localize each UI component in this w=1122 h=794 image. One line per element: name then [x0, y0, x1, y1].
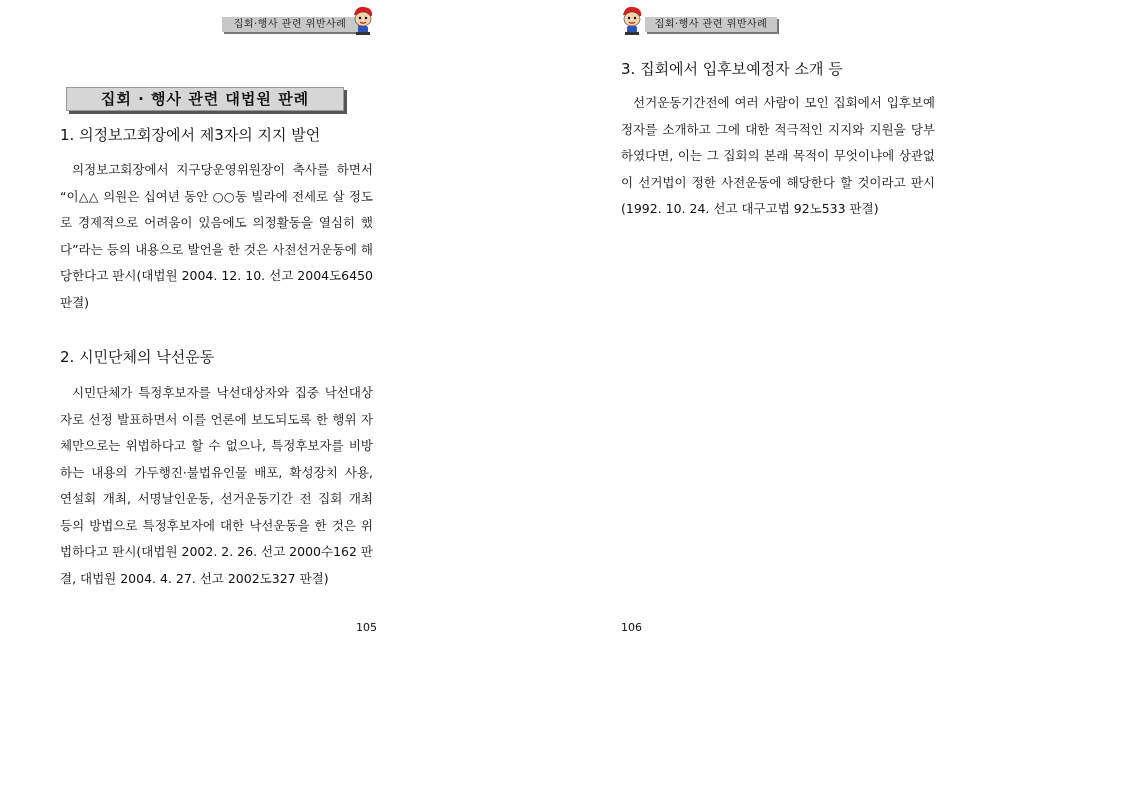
item-2-body: 시민단체가 특정후보자를 낙선대상자와 집중 낙선대상자로 선정 발표하면서 이를 언론에 보도되도록 한 행위 자체만으로는 위법하다고 할 수 없으나, 특정후보자를 비방하는 내용의 가두행진·불법유인물 배포, 확성장치 사용, 연설회 개최, 서명날인운동, 선거운동기간 전 집회 개최 등의 방법으로 특정후보자에 대한 낙선운동을 한 것은 위법하다고 판시(대법원 2002. 2. 26. 선고 2000수162 판결, 대법원 2004. 4. 27. 선고 2002도327 판결) — [60, 385, 373, 586]
item-1-body: 의정보고회장에서 지구당운영위원장이 축사를 하면서 “이△△ 의원은 십여년 동안 ○○동 빌라에 전세로 살 정도로 경제적으로 어려움이 있음에도 의정활동을 열심히 했다”라는 등의 내용으로 발언을 한 것은 사전선거운동에 해당한다고 판시(대법원 2004. 12. 10. 선고 2004도6450 판결) — [60, 162, 373, 310]
item-3-heading: 3. 집회에서 입후보예정자 소개 등 — [621, 60, 843, 78]
page-number: 105 — [356, 621, 377, 634]
cartoon-mascot-icon — [619, 5, 645, 35]
page-number: 106 — [621, 621, 642, 634]
running-header: 집회·행사 관련 위반사례 — [222, 17, 358, 32]
item-2-heading: 2. 시민단체의 낙선운동 — [60, 348, 215, 366]
item-3-body: 선거운동기간전에 여러 사람이 모인 집회에서 입후보예정자를 소개하고 그에 대한 적극적인 지지와 지원을 당부하였다면, 이는 그 집회의 본래 목적이 무엇이냐에 상관없이 선거법이 정한 사전운동에 해당한다 할 것이라고 판시(1992. 10. 24. 선고 대구고법 92노533 판결) — [621, 95, 935, 216]
right-page — [561, 0, 1122, 794]
section-title-box: 집회 · 행사 관련 대법원 판례 — [66, 87, 344, 111]
running-header: 집회·행사 관련 위반사례 — [645, 17, 777, 32]
item-1-heading: 1. 의정보고회장에서 제3자의 지지 발언 — [60, 126, 321, 144]
cartoon-mascot-icon — [350, 5, 376, 35]
